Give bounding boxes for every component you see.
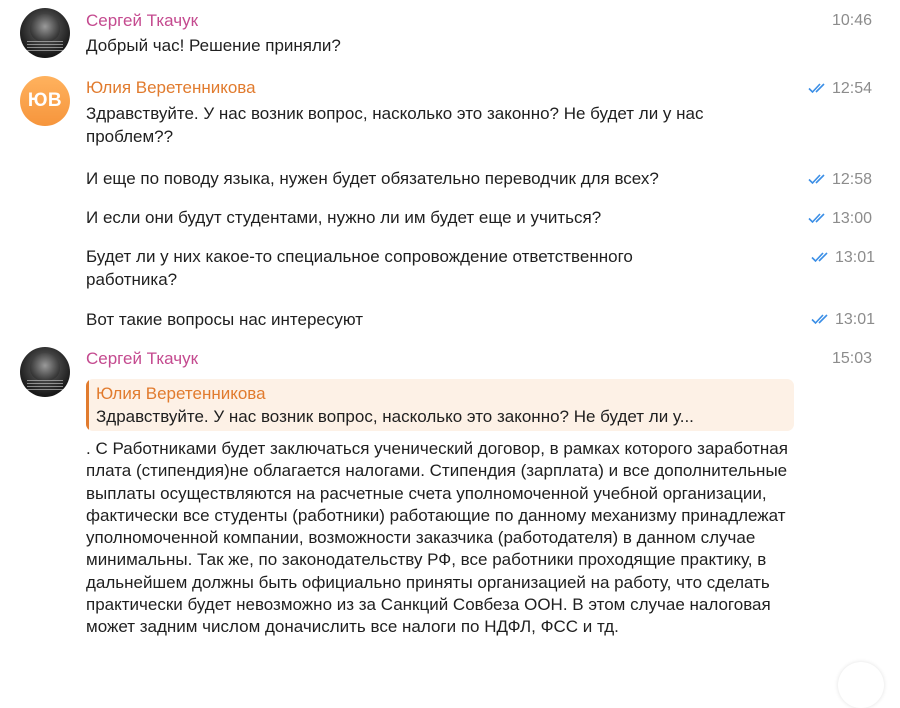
avatar-caption-lines bbox=[27, 380, 63, 390]
double-check-icon bbox=[808, 173, 830, 185]
message-text: работника? bbox=[86, 270, 178, 289]
message-text: Вот такие вопросы нас интересуют bbox=[86, 310, 364, 329]
sender-name[interactable]: Юлия Веретенникова bbox=[86, 78, 256, 97]
double-check-icon bbox=[808, 212, 830, 224]
avatar-caption-lines bbox=[27, 41, 63, 51]
message-time: 12:54 bbox=[832, 80, 873, 97]
sender-name[interactable]: Сергей Ткачук bbox=[86, 349, 199, 368]
reply-sender-name: Юлия Веретенникова bbox=[96, 384, 266, 403]
message-time: 13:00 bbox=[832, 210, 873, 227]
message-time: 15:03 bbox=[832, 350, 873, 367]
message-text: проблем?? bbox=[86, 127, 174, 146]
message-text: Добрый час! Решение приняли? bbox=[86, 36, 341, 55]
message-time: 13:01 bbox=[835, 249, 876, 266]
lion-photo-icon bbox=[30, 353, 60, 381]
scroll-down-button[interactable] bbox=[838, 662, 884, 708]
avatar-sergey-tkachuk[interactable] bbox=[20, 8, 70, 58]
message-text: И если они будут студентами, нужно ли им будет еще и учиться? bbox=[86, 208, 602, 227]
avatar-sergey-tkachuk[interactable] bbox=[20, 347, 70, 397]
message-time: 12:58 bbox=[832, 171, 873, 188]
double-check-icon bbox=[811, 313, 833, 325]
message-text: Здравствуйте. У нас возник вопрос, насколько это законно? Не будет ли у нас bbox=[86, 104, 704, 123]
message-time: 13:01 bbox=[835, 311, 876, 328]
message-text: Будет ли у них какое-то специальное сопровождение ответственного bbox=[86, 247, 633, 266]
double-check-icon bbox=[811, 251, 833, 263]
sender-name[interactable]: Сергей Ткачук bbox=[86, 11, 199, 30]
double-check-icon bbox=[808, 82, 830, 94]
message-text: . С Работниками будет заключаться ученический договор, в рамках которого заработная плата (стипендия)не облагается налогами. Стипендия (зарплата) и все дополнительные выплаты осуществляются на расчетные счета уполномоченной учебной организации, фактически все студенты (работники) работающие по данному механизму принадлежат уполномоченной компании, возможности заказчика (работодателя) в данном случае минимальны. Так же, по законодательству РФ, все работники проходящие практику, в дальнейшем должны быть официально приняты организацией на работу, что сделать практически будет невозможно из за Санкций Совбеза ООН. В этом случае налоговая может задним числом доначислить все налоги по НДФЛ, ФСС и тд. bbox=[86, 439, 788, 637]
message-text: И еще по поводу языка, нужен будет обязательно переводчик для всех? bbox=[86, 169, 659, 188]
reply-accent-bar bbox=[86, 379, 89, 431]
quoted-reply[interactable] bbox=[86, 379, 794, 431]
avatar-initials: ЮВ bbox=[27, 90, 63, 111]
message-time: 10:46 bbox=[832, 12, 873, 29]
lion-photo-icon bbox=[30, 14, 60, 42]
reply-text: Здравствуйте. У нас возник вопрос, насколько это законно? Не будет ли у... bbox=[96, 407, 694, 426]
avatar-yulia-veretennikova[interactable] bbox=[20, 76, 70, 126]
